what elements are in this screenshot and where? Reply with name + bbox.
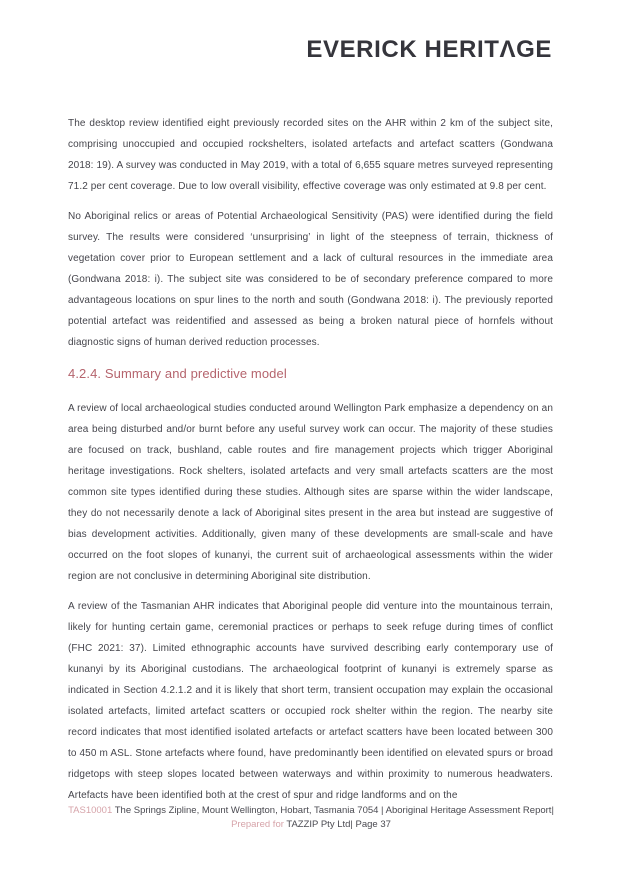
paragraph-desktop-review: The desktop review identified eight previously recorded sites on the AHR within 2 km of the subject site, comprising unoccupied and occupied rockshelters, isolated artefacts and artefact scatters (Gondwana 2018: 19). A survey was conducted in May 2019, with a total of 6,655 square metres surveyed representing 71.2 per cent coverage. Due to low overall visibility, effective coverage was only estimated at 9.8 per cent. xyxy=(68,118,553,192)
section-heading-summary-predictive-model: 4.2.4. Summary and predictive model xyxy=(68,366,287,381)
page-header xyxy=(0,0,622,64)
paragraph-local-studies-review: A review of local archaeological studies conducted around Wellington Park emphasize a dependency on an area being disturbed and/or burnt before any useful survey work can occur. The majority of these studies are focused on track, bushland, cable routes and fire management projects which trigger Aboriginal heritage investigations. Rock shelters, isolated artefacts and very small artefacts scatters are the most common site types identified during these studies. Although sites are sparse within the wider landscape, they do not necessarily denote a lack of Aboriginal sites present in the area but instead are suggestive of bias development activities. Additionally, given many of these developments are small-scale and have occurred on the foot slopes of kunanyi, the current suit of archaeological assessments within the wider region are not conclusive in determining Aboriginal site distribution. xyxy=(68,403,553,582)
report-code: TAS10001 xyxy=(68,805,113,816)
page-footer xyxy=(40,804,582,832)
paragraph-tasmanian-ahr-review: A review of the Tasmanian AHR indicates that Aboriginal people did venture into the mountainous terrain, likely for hunting certain game, ceremonial practices or perhaps to seek refuge during times of conflict (FHC 2021: 37). Limited ethnographic accounts have survived describing early contemporary use of kunanyi by its Aboriginal custodians. The archaeological footprint of kunanyi is extremely sparse as indicated in Section 4.2.1.2 and it is likely that short term, transient occupation may explain the occasional isolated artefacts, limited artefact scatters or occupied rock shelter within the region. The nearby site record indicates that most identified isolated artefacts or artefact scatters have been located between 300 to 450 m ASL. Stone artefacts where found, have predominantly been identified on elevated spurs or broad ridgetops with steep slopes located between waterways and within proximity to numerous headwaters. Artefacts have been identified both at the crest of spur and ridge landforms and on the xyxy=(68,601,553,801)
footer-client-page-number: TAZZIP Pty Ltd| Page 37 xyxy=(286,819,391,830)
prepared-for-label: Prepared for xyxy=(231,819,284,830)
everick-heritage-logo: EVERICK HERITΛGE xyxy=(306,36,552,63)
footer-line-1 xyxy=(40,804,582,818)
footer-report-title: The Springs Zipline, Mount Wellington, Hobart, Tasmania 7054 | Aboriginal Heritage Assessment Report| xyxy=(114,805,554,816)
page-body xyxy=(68,113,553,806)
footer-line-2 xyxy=(40,818,582,832)
paragraph-field-survey-results: No Aboriginal relics or areas of Potential Archaeological Sensitivity (PAS) were identified during the field survey. The results were considered ‘unsurprising’ in light of the steepness of terrain, thickness of vegetation cover prior to European settlement and a lack of cultural resources in the immediate area (Gondwana 2018: i). The subject site was considered to be of secondary preference compared to more advantageous locations on spur lines to the north and south (Gondwana 2018: i). The previously reported potential artefact was reidentified and assessed as being a broken natural piece of hornfels without diagnostic signs of human derived reduction processes. xyxy=(68,211,553,348)
